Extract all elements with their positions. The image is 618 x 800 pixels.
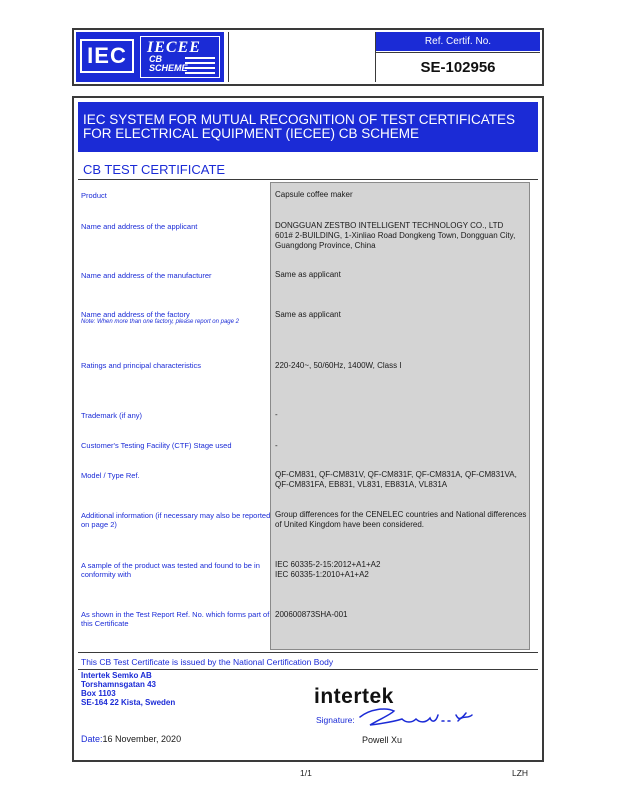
field-label-product: Product (81, 191, 107, 200)
divider (78, 652, 538, 653)
field-value-trademark: - (275, 410, 278, 419)
intertek-logo: intertek (314, 685, 394, 708)
ref-certif-number: SE-102956 (376, 52, 540, 83)
date-line (81, 734, 181, 744)
field-value-test-report: 200600873SHA-001 (275, 610, 348, 619)
handwritten-signature (356, 703, 476, 733)
field-label-ratings: Ratings and principal characteristics (81, 361, 202, 370)
certificate-header (72, 28, 544, 86)
field-value-factory: Same as applicant (275, 310, 341, 319)
certificate-title: CB TEST CERTIFICATE (83, 162, 226, 177)
field-label-conformity: A sample of the product was tested and found to be in conformity with (81, 561, 260, 579)
divider (78, 179, 538, 180)
cb-logo-word: CB (149, 54, 162, 64)
ref-certif-label: Ref. Certif. No. (376, 32, 540, 51)
system-title-banner (78, 102, 538, 152)
date-value: 16 November, 2020 (102, 734, 182, 744)
field-value-additional-info: Group differences for the CENELEC countries and National differences of United Kingdom have been considered. (275, 510, 527, 529)
scheme-logo-word: SCHEME (149, 63, 188, 73)
iecee-logo-word: IECEE (147, 39, 201, 56)
field-value-manufacturer: Same as applicant (275, 270, 341, 279)
factory-label-text: Name and address of the factory (81, 310, 190, 319)
signatory-name: Powell Xu (362, 735, 403, 745)
ncb-address: Intertek Semko AB Torshamnsgatan 43 Box 1103 SE-164 22 Kista, Sweden (81, 671, 176, 707)
field-label-additional-info: Additional information (if necessary may also be reported on page 2) (81, 511, 271, 529)
logo-stripe (185, 62, 215, 64)
divider (78, 669, 538, 670)
field-value-applicant: DONGGUAN ZESTBO INTELLIGENT TECHNOLOGY CO., LTD 601# 2-BUILDING, 1-Xinliao Road Dongkeng Town, Dongguan City, Guangdong Province, China (275, 221, 516, 250)
field-label-applicant: Name and address of the applicant (81, 222, 198, 231)
field-value-product: Capsule coffee maker (275, 190, 353, 199)
date-label: Date: (81, 734, 103, 744)
blank-header-cell (228, 32, 376, 82)
footer-initials: LZH (512, 768, 529, 778)
logo-cell (76, 32, 224, 82)
system-title: IEC SYSTEM FOR MUTUAL RECOGNITION OF TEST CERTIFICATES FOR ELECTRICAL EQUIPMENT (IECEE) CB SCHEME (83, 112, 516, 141)
field-value-conformity: IEC 60335-2-15:2012+A1+A2 IEC 60335-1:2010+A1+A2 (275, 560, 381, 579)
logo-stripe (185, 57, 215, 59)
field-label-manufacturer: Name and address of the manufacturer (81, 271, 212, 280)
field-value-model-type: QF-CM831, QF-CM831V, QF-CM831F, QF-CM831A, QF-CM831VA, QF-CM831FA, EB831, VL831, EB831A, VL831A (275, 470, 517, 489)
page-number: 1/1 (300, 768, 312, 778)
field-value-ratings: 220-240~, 50/60Hz, 1400W, Class I (275, 361, 402, 370)
field-label-model-type: Model / Type Ref. (81, 471, 140, 480)
field-label-test-report: As shown in the Test Report Ref. No. which forms part of this Certificate (81, 610, 270, 628)
field-label-ctf-stage: Customer's Testing Facility (CTF) Stage used (81, 441, 232, 450)
logo-stripe (185, 72, 215, 74)
certificate-body (72, 96, 544, 762)
issued-by-statement: This CB Test Certificate is issued by the National Certification Body (81, 657, 334, 667)
factory-label-note: Note: When more than one factory, please report on page 2 (81, 319, 239, 325)
iec-logo: IEC (80, 39, 134, 73)
field-value-ctf-stage: - (275, 441, 278, 450)
iecee-cb-scheme-logo (140, 36, 220, 78)
field-label-factory (81, 310, 271, 326)
field-label-trademark: Trademark (if any) (81, 411, 142, 420)
logo-stripe (185, 67, 215, 69)
signature-label: Signature: (316, 715, 355, 725)
